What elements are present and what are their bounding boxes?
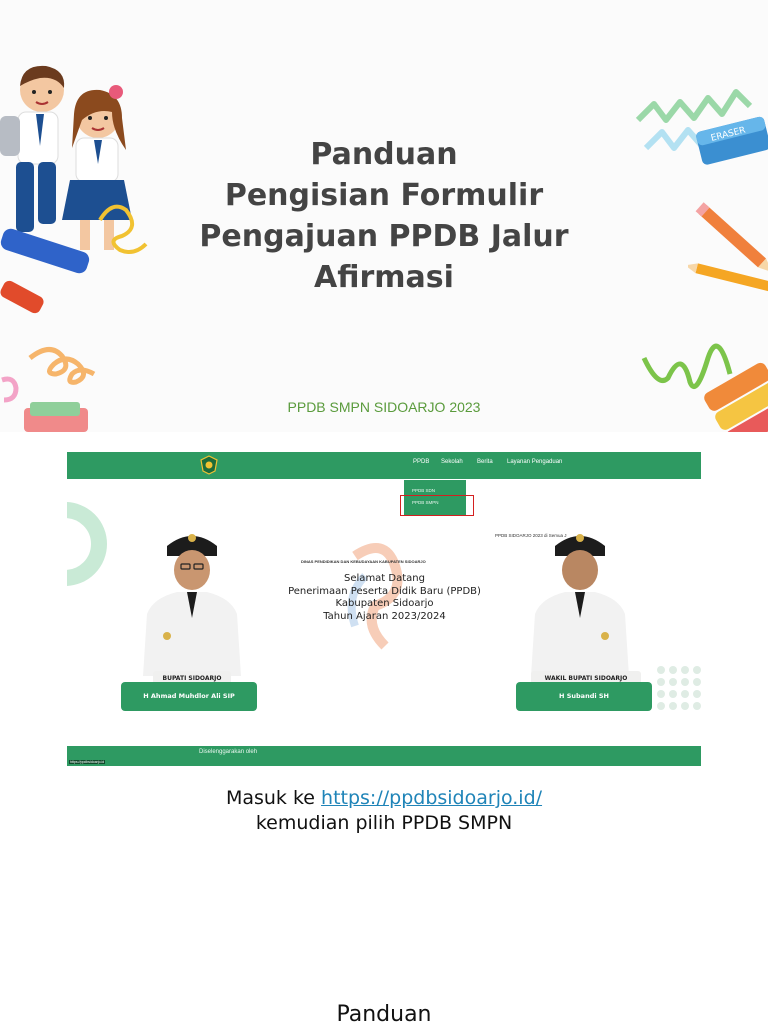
eraser-and-zigzag-decoration xyxy=(632,70,768,180)
nav-item-berita[interactable]: Berita xyxy=(477,459,493,465)
ppdb-link[interactable]: https://ppdbsidoarjo.id/ xyxy=(321,787,543,809)
title-line: Afirmasi xyxy=(314,260,454,295)
caption-line-1 xyxy=(84,786,684,811)
running-text: PPDB SIDOARJO 2023 di Semua J xyxy=(495,533,567,538)
dropdown-item-ppdb-sdn[interactable]: PPDB SDN xyxy=(412,488,436,493)
wakil-bupati-photo xyxy=(525,526,635,676)
welcome-heading xyxy=(267,573,502,623)
caption-line-2: kemudian pilih PPDB SMPN xyxy=(255,812,513,834)
nav-item-layanan-pengaduan[interactable]: Layanan Pengaduan xyxy=(507,459,563,465)
sidoarjo-logo-icon xyxy=(199,455,219,475)
pencils-decoration xyxy=(688,195,768,305)
title-slide xyxy=(0,0,768,432)
caption-prefix: Masuk ke xyxy=(225,787,322,809)
highlight-box xyxy=(400,495,474,516)
instruction-caption xyxy=(84,786,684,836)
slide-subtitle: PPDB SMPN SIDOARJO 2023 xyxy=(287,399,481,415)
bupati-photo xyxy=(137,526,247,676)
site-navbar xyxy=(67,452,701,479)
crayons-decoration xyxy=(638,318,768,432)
wakil-bupati-name-label: H Subandi SH xyxy=(516,682,652,711)
welcome-line: Penerimaan Peserta Didik Baru (PPDB) xyxy=(288,585,481,597)
dot-pattern xyxy=(653,662,701,722)
wakil-bupati-role-label: WAKIL BUPATI SIDOARJO xyxy=(531,671,641,687)
welcome-line: Kabupaten Sidoarjo xyxy=(335,598,434,609)
decorative-ring xyxy=(67,502,107,586)
bupati-role-label: BUPATI SIDOARJO xyxy=(153,671,231,687)
students-illustration xyxy=(0,60,155,330)
welcome-line: Tahun Ajaran 2023/2024 xyxy=(323,610,446,622)
welcome-line: Selamat Datang xyxy=(344,573,425,584)
dropdown-item-ppdb-smpn[interactable]: PPDB SMPN xyxy=(412,500,439,505)
website-screenshot xyxy=(67,452,701,766)
title-line: Panduan xyxy=(310,137,458,172)
footer-organizer-text: Diselenggarakan oleh xyxy=(199,749,258,755)
title-line: Pengajuan PPDB Jalur xyxy=(199,219,569,254)
site-footer xyxy=(67,746,701,766)
next-slide-title: Panduan xyxy=(336,1002,432,1027)
swirl-decoration xyxy=(0,340,110,432)
svg-text:ERASER: ERASER xyxy=(709,125,747,144)
title-line: Pengisian Formulir xyxy=(224,178,544,213)
nav-item-ppdb[interactable]: PPDB xyxy=(413,459,430,465)
agency-name: DINAS PENDIDIKAN DAN KEBUDAYAAN KABUPATEN SIDOARJO xyxy=(301,559,426,564)
nav-item-sekolah[interactable]: Sekolah xyxy=(441,459,463,465)
bupati-name-label: H Ahmad Muhdlor Ali SIP xyxy=(121,682,257,711)
slide-title xyxy=(150,134,618,298)
footer-url-badge: https://ppdbsidoarjo.id xyxy=(70,760,105,764)
